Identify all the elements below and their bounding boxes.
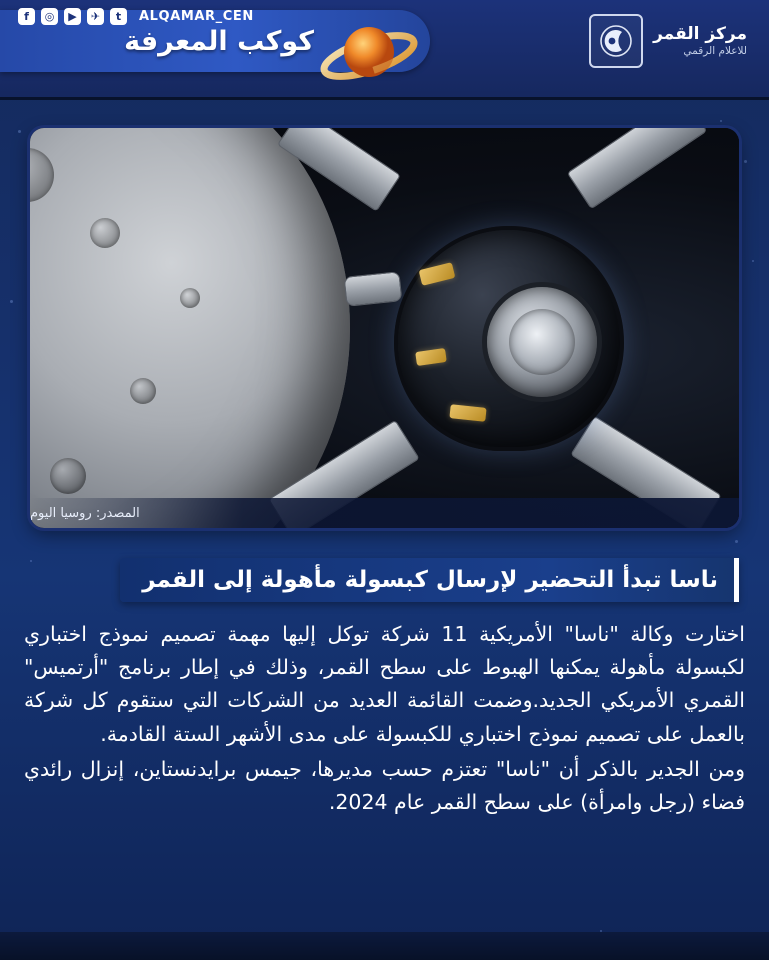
instagram-icon[interactable]: ◎ <box>41 8 58 25</box>
capsule-body <box>394 226 624 451</box>
facebook-icon[interactable]: f <box>18 8 35 25</box>
youtube-icon[interactable]: ▶ <box>64 8 81 25</box>
qamar-logo-icon <box>589 14 643 68</box>
article-paragraph-1: اختارت وكالة "ناسا" الأمريكية 11 شركة توكل إليها مهمة تصميم نموذج اختباري لكبسولة مأهولة يمكنها الهبوط على سطح القمر، وذلك في إطار برنامج "أرتميس" القمري الأمريكي الجديد.وضمت القائمة العديد من الشركات التي ستقوم كل شركة بالعمل على تصميم نموذج اختباري للكبسولة على مدى الأشهر الستة القادمة. <box>24 622 745 746</box>
header-bar <box>0 0 769 100</box>
photo-source-strip <box>30 498 739 528</box>
saturn-planet-icon <box>316 16 422 94</box>
footer-strip <box>0 932 769 960</box>
page-title: ناسا تبدأ التحضير لإرسال كبسولة مأهولة إلى القمر <box>120 558 739 602</box>
section-title: كوكب المعرفة <box>124 25 314 57</box>
article-photo <box>30 128 739 528</box>
telegram-icon[interactable]: ✈ <box>87 8 104 25</box>
twitter-icon[interactable]: t <box>110 8 127 25</box>
headline-row <box>30 558 739 602</box>
orion-capsule <box>299 156 719 526</box>
article-body <box>24 618 745 819</box>
capsule-hatch <box>482 282 602 402</box>
logo-title: مركز القمر <box>653 23 747 44</box>
article-paragraph-2: ومن الجدير بالذكر أن "ناسا" تعتزم حسب مديرها، جيمس برايدنستاين، إنزال رائدي فضاء (رجل وامرأة) على سطح القمر عام 2024. <box>24 756 745 815</box>
photo-source-label: المصدر: روسيا اليوم <box>30 505 140 521</box>
social-handle: ALQAMAR_CEN <box>139 9 254 24</box>
gold-foil-patch-3 <box>449 404 486 422</box>
gold-foil-patch-1 <box>419 262 456 286</box>
social-links[interactable] <box>18 8 254 25</box>
logo-text-block <box>653 24 747 58</box>
gold-foil-patch-2 <box>415 348 447 366</box>
brand-logo[interactable] <box>589 14 747 68</box>
docking-arm <box>344 271 403 307</box>
logo-subtitle: للاعلام الرقمي <box>683 45 747 58</box>
